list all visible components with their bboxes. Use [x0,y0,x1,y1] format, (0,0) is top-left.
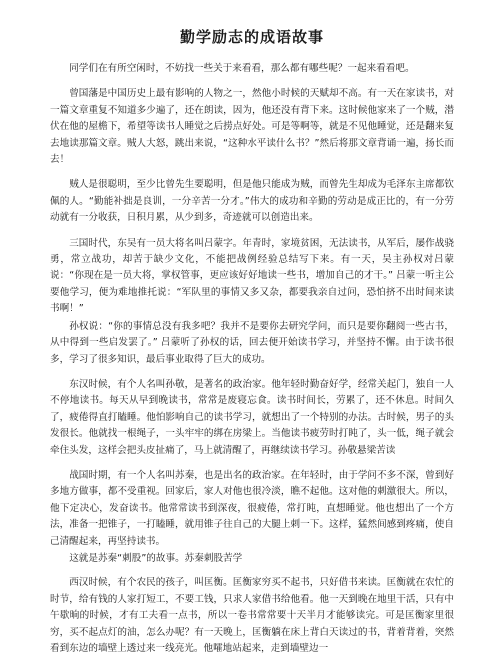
paragraph-lv-meng-story: 三国时代，东吴有一员大将名叫吕蒙字。年青时，家境贫困，无法读书，从军后，屡作战骁勇，常立战功，却苦于缺少文化，不能把战例经验总结写下来。有一天，吴主孙权对吕蒙说：“你现在是一员大将，掌权管事，更应该好好地读一些书，增加自己的才干。” 吕蒙一听主公要他学习，便为难地推托说：“军队里的事情又多又杂，都要我亲自过问，恐怕挤不出时间来读书啊！” [50,237,454,315]
paragraph-zeng-guofan-moral: 贼人是很聪明，至少比曾先生要聪明，但是他只能成为贼，而曾先生却成为毛泽东主席都钦佩的人。“勤能补拙是良训，一分辛苦一分才。”伟大的成功和辛勤的劳动是成正比的，有一分劳动就有一分收获，日积月累，从少到多，奇迹就可以创造出来。 [50,179,454,224]
paragraph-lv-meng-conclusion: 孙权说：“你的事情总没有我多吧？我并不是要你去研究学问，而只是要你翻阅一些古书，从中得到一些启发罢了。” 吕蒙听了孙权的话，回去便开始读书学习，并坚持不懈。由于读书很多，学习了很多知识，最后事业取得了巨大的成功。 [50,320,454,365]
paragraph-su-qin-story: 战国时期，有一个人名叫苏秦，也是出名的政治家。在年轻时，由于学问不多不深，曾到好多地方做事，都不受重视。回家后，家人对他也很冷淡，瞧不起他。这对他的刺激很大。所以，他下定决心，发奋读书。他常常读书到深夜，很疲倦，常打盹，直想睡觉。他也想出了一个方法，准备一把锥子，一打瞌睡，就用锥子往自己的大腿上刺一下。这样，猛然间感到疼痛，使自己清醒起来，再坚持读书。 [50,469,454,547]
paragraph-zeng-guofan-story: 曾国藩是中国历史上最有影响的人物之一，然他小时候的天赋却不高。有一天在家读书，对一篇文章重复不知道多少遍了，还在朗读，因为，他还没有背下来。这时候他家来了一个贼，潜伏在他的屋檐下，希望等读书人睡觉之后捞点好处。可是等啊等，就是不见他睡觉，还是翻来复去地读那篇文章。贼人大怒，跳出来说，“这种水平读什么书？”然后将那文章背诵一遍，扬长而去！ [50,88,454,166]
paragraph-kuang-heng-story: 西汉时候，有个农民的孩子，叫匡衡。匡衡家穷买不起书，只好借书来读。匡衡就在农忙的时节，给有钱的人家打短工，不要工钱，只求人家借书给他看。他一天到晚在地里干活，只有中午歇晌的时候，才有工夫看一点书，所以一卷书常常要十天半月才能够读完。可是匡衡家里很穷，买不起点灯的油，怎么办呢？有一天晚上，匡衡躺在床上背白天读过的书，背着背着，突然看到东边的墙壁上透过来一线亮光。他嚯地站起来，走到墙壁边一 [50,577,454,654]
document-title: 勤学励志的成语故事 [179,28,324,46]
paragraph-intro: 同学们在有所空闲时，不妨找一些关于来看看，那么都有哪些呢？一起来看看吧。 [69,63,415,74]
paragraph-su-qin-conclusion: 这就是苏秦“刺股”的故事。苏秦刺股苦学 [69,552,243,564]
paragraph-sun-jing-story: 东汉时候，有个人名叫孙敬，是著名的政治家。他年轻时勤奋好学，经常关起门，独自一人不停地读书。每天从早到晚读书，常常是废寝忘食。读书时间长，劳累了，还不休息。时间久了，疲倦得直打瞌睡。他怕影响自己的读书学习，就想出了一个特别的办法。古时候，男子的头发很长。他就找一根绳子，一头牢牢的绑在房梁上。当他读书疲劳时打盹了，头一低，绳子就会牵住头发，这样会把头皮扯痛了，马上就清醒了，再继续读书学习。孙敬悬梁苦读 [50,378,454,456]
